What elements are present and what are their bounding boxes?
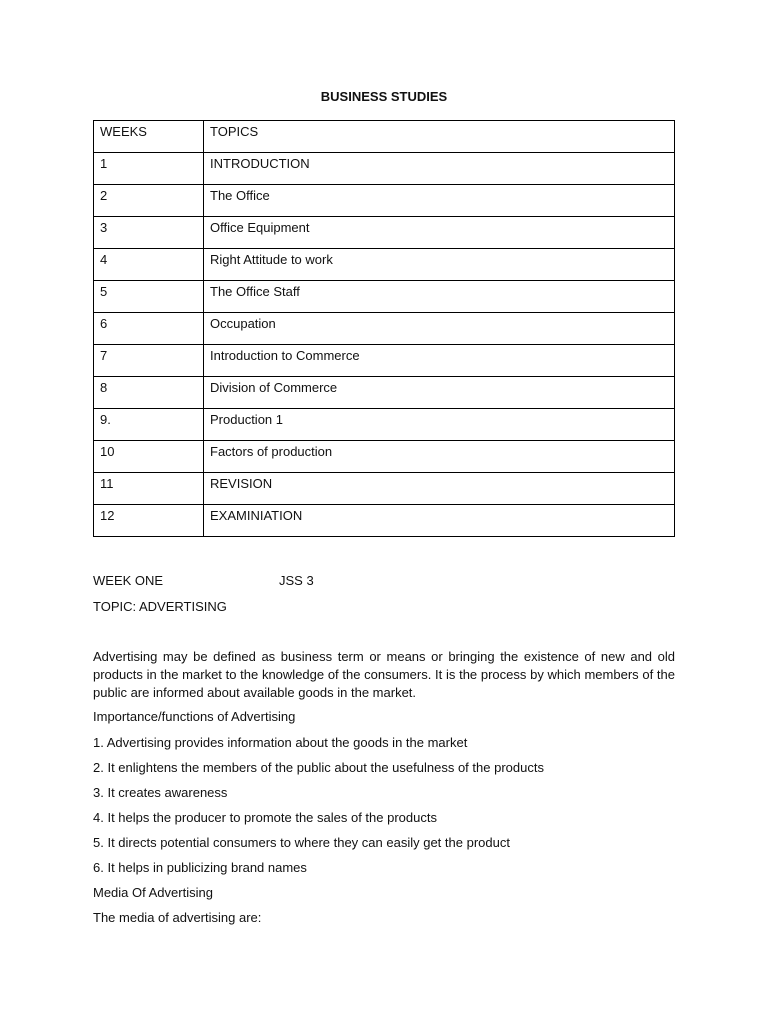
document-title: BUSINESS STUDIES — [320, 89, 448, 104]
topic-cell: Division of Commerce — [204, 377, 675, 409]
topic-cell: REVISION — [204, 473, 675, 505]
list-item: 5. It directs potential consumers to where they can easily get the product — [93, 835, 510, 850]
topic-cell: EXAMINIATION — [204, 505, 675, 537]
list-item: 2. It enlightens the members of the public about the usefulness of the products — [93, 760, 544, 775]
schedule-table — [93, 120, 675, 537]
topic-cell: Factors of production — [204, 441, 675, 473]
definition-paragraph: Advertising may be defined as business term or means or bringing the existence of new and old products in the market to the knowledge of the consumers. It is the process by which members of the public are informed about available goods in the market. — [93, 649, 675, 700]
topic-cell: The Office Staff — [204, 281, 675, 313]
column-header-topics: TOPICS — [204, 121, 675, 153]
table-row — [94, 473, 675, 505]
topic-heading: TOPIC: ADVERTISING — [93, 599, 227, 614]
topic-cell: Office Equipment — [204, 217, 675, 249]
topic-cell: Right Attitude to work — [204, 249, 675, 281]
topic-cell: INTRODUCTION — [204, 153, 675, 185]
list-item: 6. It helps in publicizing brand names — [93, 860, 307, 875]
week-cell: 11 — [94, 473, 204, 505]
topic-cell: Occupation — [204, 313, 675, 345]
table-row — [94, 281, 675, 313]
week-cell: 4 — [94, 249, 204, 281]
week-cell: 10 — [94, 441, 204, 473]
week-cell: 12 — [94, 505, 204, 537]
week-cell: 3 — [94, 217, 204, 249]
topic-cell: Introduction to Commerce — [204, 345, 675, 377]
table-row — [94, 313, 675, 345]
table-row — [94, 153, 675, 185]
table-row — [94, 505, 675, 537]
table-row — [94, 441, 675, 473]
table-row — [94, 377, 675, 409]
list-item: 3. It creates awareness — [93, 785, 228, 800]
week-cell: 2 — [94, 185, 204, 217]
topic-cell: Production 1 — [204, 409, 675, 441]
media-heading: Media Of Advertising — [93, 885, 213, 900]
table-row — [94, 217, 675, 249]
class-label: JSS 3 — [279, 573, 314, 588]
table-row — [94, 185, 675, 217]
week-cell: 7 — [94, 345, 204, 377]
table-row — [94, 345, 675, 377]
importance-heading: Importance/functions of Advertising — [93, 709, 296, 724]
column-header-weeks: WEEKS — [94, 121, 204, 153]
week-cell: 6 — [94, 313, 204, 345]
table-row — [94, 249, 675, 281]
week-label: WEEK ONE — [93, 573, 164, 588]
week-cell: 9. — [94, 409, 204, 441]
media-intro: The media of advertising are: — [93, 910, 262, 925]
list-item: 4. It helps the producer to promote the sales of the products — [93, 810, 437, 825]
table-header-row — [94, 121, 675, 153]
list-item: 1. Advertising provides information about the goods in the market — [93, 735, 468, 750]
week-cell: 5 — [94, 281, 204, 313]
week-cell: 1 — [94, 153, 204, 185]
table-row — [94, 409, 675, 441]
topic-cell: The Office — [204, 185, 675, 217]
week-cell: 8 — [94, 377, 204, 409]
